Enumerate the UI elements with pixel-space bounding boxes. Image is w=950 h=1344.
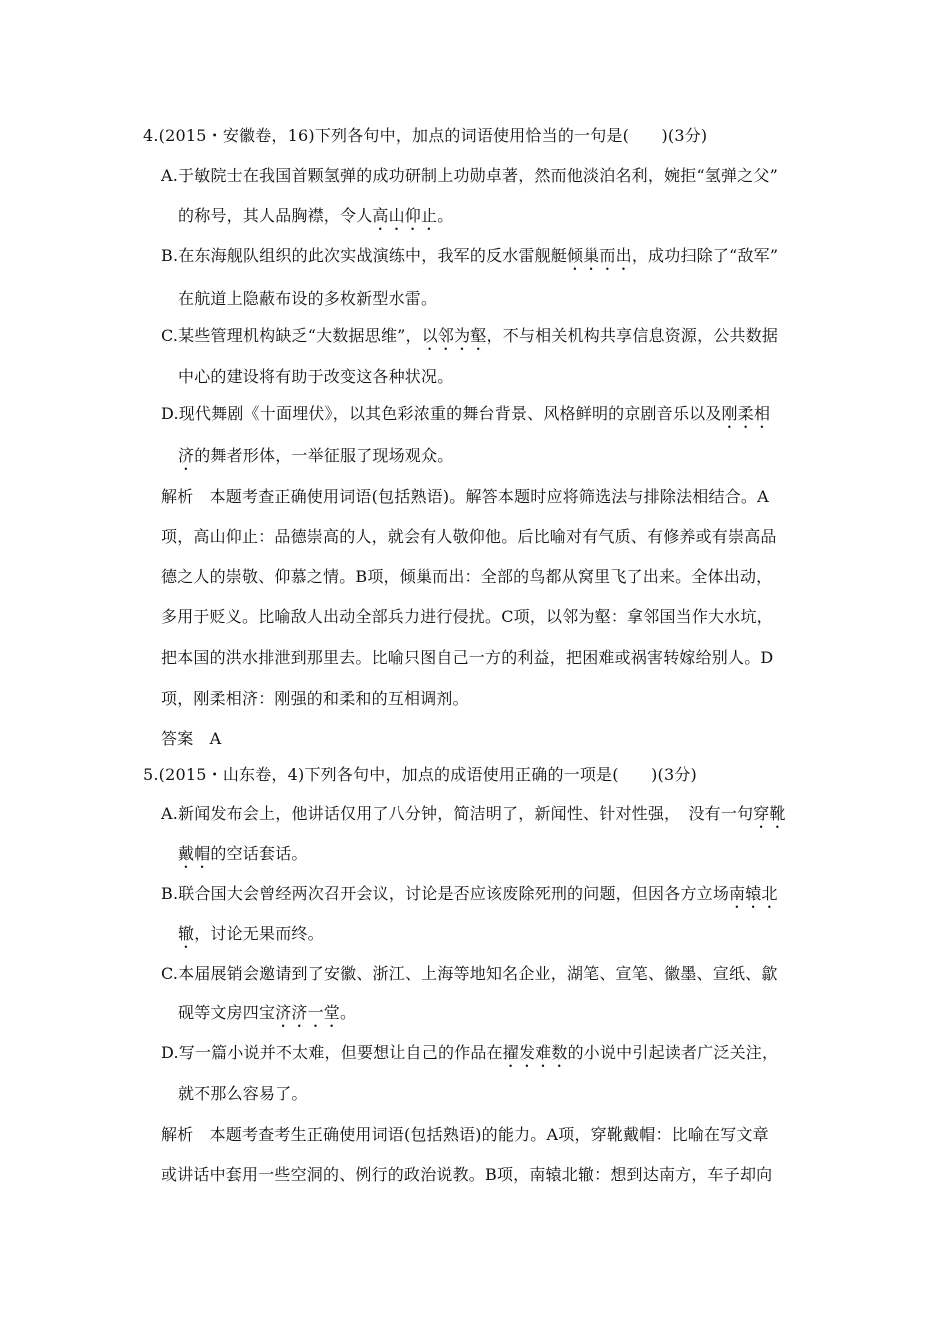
emphasized-phrase: 辙	[178, 924, 195, 943]
emphasized-phrase: 以邻为壑	[421, 326, 487, 345]
emphasized-phrase: 倾巢而出	[567, 246, 632, 265]
q4-analysis-line1: 解析 本题考查正确使用词语(包括熟语)。解答本题时应将筛选法与排除法相结合。A	[161, 487, 769, 506]
q4-analysis-line2: 项，高山仰止：品德崇高的人，就会有人敬仰他。后比喻对有气质、有修养或有崇高品	[161, 527, 777, 546]
q4-analysis-line3: 德之人的崇敬、仰慕之情。B项，倾巢而出：全部的鸟都从窝里飞了出来。全体出动，	[161, 567, 773, 586]
emphasized-phrase: 济	[178, 446, 195, 465]
emphasized-phrase: 南辕北	[729, 884, 778, 903]
q4-stem: 4.(2015・安徽卷，16)下列各句中，加点的词语使用恰当的一句是( )(3分)	[143, 126, 708, 145]
q5-option-b-line2: 辙，讨论无果而终。	[178, 924, 324, 943]
q4-answer: 答案 A	[161, 729, 222, 748]
emphasized-phrase: 济济一堂	[275, 1003, 341, 1022]
q5-analysis-line2: 或讲话中套用一些空洞的、例行的政治说教。B项，南辕北辙：想到达南方，车子却向	[161, 1165, 773, 1184]
emphasized-phrase: 高山仰止	[372, 206, 438, 225]
emphasized-phrase: 穿靴	[753, 804, 786, 823]
q4-option-d-line2: 济的舞者形体，一举征服了现场观众。	[178, 446, 454, 465]
q4-option-d-line1: D.现代舞剧《十面埋伏》，以其色彩浓重的舞台背景、风格鲜明的京剧音乐以及刚柔相	[161, 404, 771, 423]
q4-option-c-line1: C.某些管理机构缺乏“大数据思维”，以邻为壑，不与相关机构共享信息资源，公共数据	[161, 326, 779, 345]
q5-option-d-line2: 就不那么容易了。	[178, 1084, 308, 1103]
q5-analysis-line1: 解析 本题考查考生正确使用词语(包括熟语)的能力。A项，穿靴戴帽：比喻在写文章	[161, 1125, 769, 1144]
emphasized-phrase: 戴帽	[178, 844, 211, 863]
q5-option-c-line2: 砚等文房四宝济济一堂。	[178, 1003, 357, 1022]
q4-analysis-line6: 项，刚柔相济：刚强的和柔和的互相调剂。	[161, 689, 469, 708]
q4-option-c-line2: 中心的建设将有助于改变这各种状况。	[178, 367, 454, 386]
q4-analysis-line5: 把本国的洪水排泄到那里去。比喻只图自己一方的利益，把困难或祸害转嫁给别人。D	[161, 648, 774, 667]
q4-option-b-line2: 在航道上隐蔽布设的多枚新型水雷。	[178, 289, 438, 308]
q5-option-a-line2: 戴帽的空话套话。	[178, 844, 308, 863]
q5-option-c-line1: C.本届展销会邀请到了安徽、浙江、上海等地知名企业，湖笔、宣笔、徽墨、宣纸、歙	[161, 964, 778, 983]
q4-option-a-line2: 的称号，其人品胸襟，令人高山仰止。	[178, 206, 454, 225]
q5-stem: 5.(2015・山东卷，4)下列各句中，加点的成语使用正确的一项是( )(3分)	[143, 765, 697, 784]
q4-analysis-line4: 多用于贬义。比喻敌人出动全部兵力进行侵扰。C项，以邻为壑：拿邻国当作大水坑，	[161, 607, 773, 626]
q5-option-a-line1: A.新闻发布会上，他讲话仅用了八分钟，简洁明了，新闻性、针对性强， 没有一句穿靴	[161, 804, 786, 823]
q5-option-d-line1: D.写一篇小说并不太难，但要想让自己的作品在擢发难数的小说中引起读者广泛关注，	[161, 1043, 779, 1062]
q5-option-b-line1: B.联合国大会曾经两次召开会议，讨论是否应该废除死刑的问题，但因各方立场南辕北	[161, 884, 778, 903]
q4-option-a-line1: A.于敏院士在我国首颗氢弹的成功研制上功勋卓著，然而他淡泊名利，婉拒“氢弹之父”	[161, 166, 779, 185]
q4-option-b-line1: B.在东海舰队组织的此次实战演练中，我军的反水雷舰艇倾巢而出，成功扫除了“敌军”	[161, 246, 779, 265]
emphasized-phrase: 擢发难数	[502, 1043, 568, 1062]
emphasized-phrase: 刚柔相	[721, 404, 771, 423]
